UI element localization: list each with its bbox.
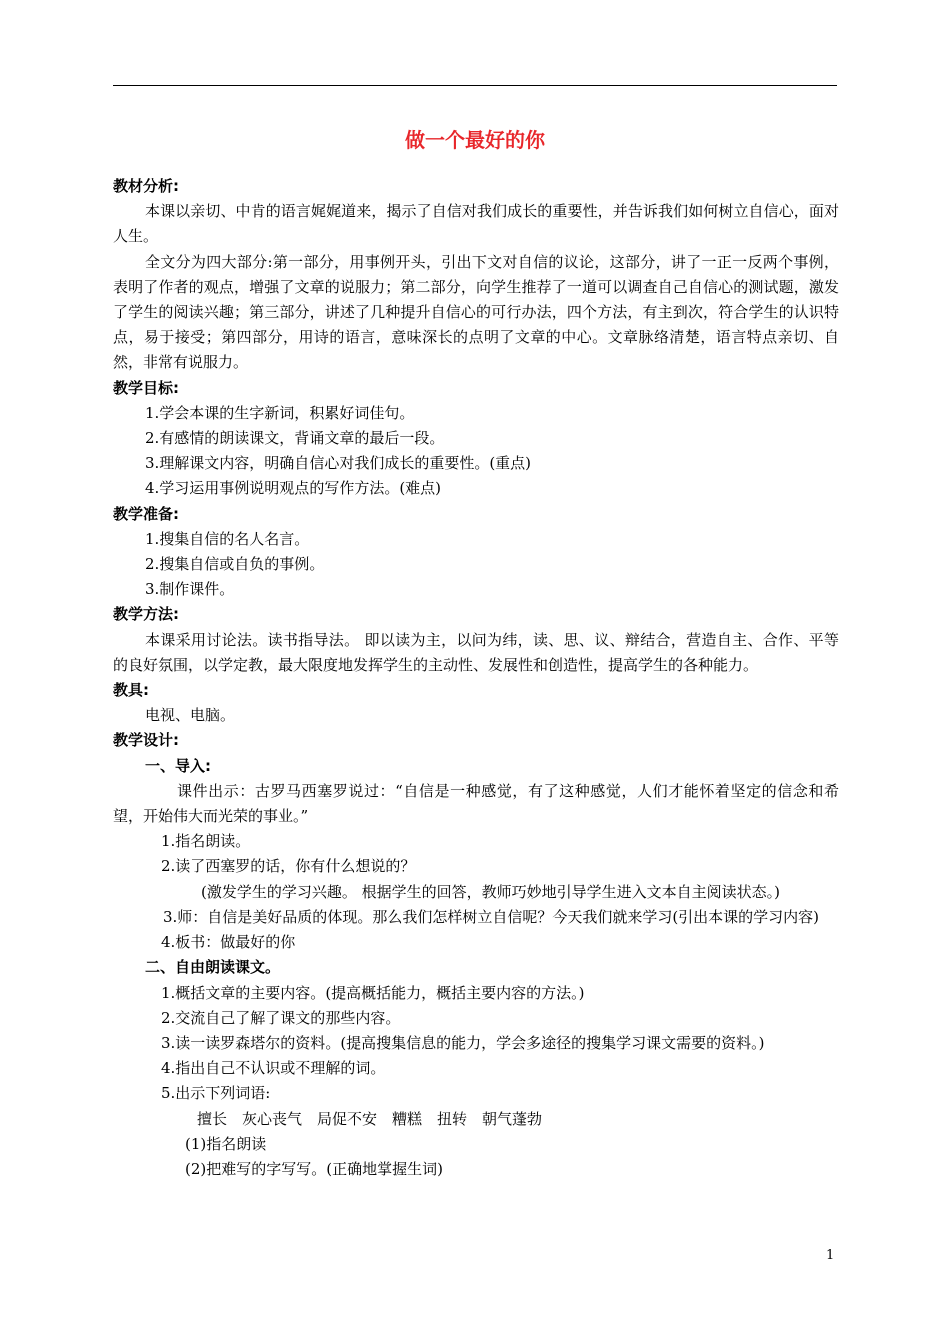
- section-heading-goals: 教学目标:: [113, 378, 179, 397]
- design-part2-item: 1.概括文章的主要内容。(提高概括能力，概括主要内容的方法。): [161, 983, 585, 1002]
- analysis-paragraph-1: 本课以亲切、中肯的语言娓娓道来，揭示了自信对我们成长的重要性，并告诉我们如何树立自信心，面对人生。: [113, 202, 839, 246]
- goal-item: 1.学会本课的生字新词，积累好词佳句。: [145, 403, 415, 422]
- design-part1-quote: 课件出示：古罗马西塞罗说过：“自信是一种感觉，有了这种感觉，人们才能怀着坚定的信念和希望，开始伟大而光荣的事业。”: [113, 781, 839, 826]
- design-part2-subitem: (1)指名朗读: [185, 1134, 267, 1153]
- page-number: 1: [826, 1248, 835, 1263]
- section-heading-analysis: 教材分析:: [113, 177, 179, 195]
- design-part1-item: 2.读了西塞罗的话，你有什么想说的？: [161, 857, 416, 876]
- design-part1-item: 3.师：自信是美好品质的体现。那么我们怎样树立自信呢？今天我们就来学习(引出本课的学习内容): [163, 907, 820, 926]
- vocabulary-words: 擅长 灰心丧气 局促不安 糟糕 扭转 朝气蓬勃: [197, 1109, 543, 1128]
- prep-item: 3.制作课件。: [145, 580, 235, 599]
- design-part2-item: 4.指出自己不认识或不理解的词。: [161, 1059, 386, 1078]
- design-part2-item: 5.出示下列词语:: [161, 1084, 271, 1103]
- design-part2-item: 3.读一读罗森塔尔的资料。(提高搜集信息的能力，学会多途径的搜集学习课文需要的资料。): [161, 1033, 765, 1052]
- document-title: 做一个最好的你: [405, 128, 545, 152]
- prep-item: 1.搜集自信的名人名言。: [145, 529, 310, 548]
- section-heading-method: 教学方法:: [113, 605, 179, 624]
- design-part2-heading: 二、自由朗读课文。: [145, 958, 281, 977]
- design-part1-heading: 一、导入:: [145, 756, 211, 775]
- design-part1-item: 4.板书：做最好的你: [161, 933, 296, 952]
- analysis-paragraph-2: 全文分为四大部分:第一部分，用事例开头，引出下文对自信的议论，这部分，讲了一正一反两个事例，表明了作者的观点，增强了文章的说服力；第二部分，向学生推荐了一道可以调查自己自信心的测试题，激发了学生的阅读兴趣；第三部分，讲述了几种提升自信心的可行办法，四个方法，有主到次，符合学生的认识特点，易于接受；第四部分，用诗的语言，意味深长的点明了文章的中心。文章脉络清楚，语言特点亲切、自然，非常有说服力。: [113, 252, 839, 372]
- tools-paragraph: 电视、电脑。: [145, 706, 236, 725]
- method-paragraph: 本课采用讨论法。读书指导法。 即以读为主，以问为纬，读、思、议、辩结合，营造自主、合作、平等的良好氛围，以学定教，最大限度地发挥学生的主动性、发展性和创造性，提高学生的各种能力。: [113, 630, 839, 674]
- section-heading-design: 教学设计:: [113, 731, 179, 750]
- section-heading-tools: 教具:: [113, 681, 149, 700]
- section-heading-prep: 教学准备:: [113, 504, 179, 523]
- design-part1-item: 1.指名朗读。: [161, 832, 251, 851]
- design-part2-item: 2.交流自己了解了课文的那些内容。: [161, 1008, 401, 1027]
- prep-item: 2.搜集自信或自负的事例。: [145, 555, 325, 574]
- document-body: [113, 174, 839, 1182]
- goal-item: 3.理解课文内容，明确自信心对我们成长的重要性。(重点): [145, 454, 532, 473]
- header-rule: [113, 85, 837, 86]
- goal-item: 2.有感情的朗读课文，背诵文章的最后一段。: [145, 429, 445, 448]
- design-part1-note: (激发学生的学习兴趣。 根据学生的回答，教师巧妙地引导学生进入文本自主阅读状态。): [201, 882, 780, 901]
- goal-item: 4.学习运用事例说明观点的写作方法。(难点): [145, 479, 442, 498]
- design-part2-subitem: (2)把难写的字写写。(正确地掌握生词): [185, 1159, 443, 1178]
